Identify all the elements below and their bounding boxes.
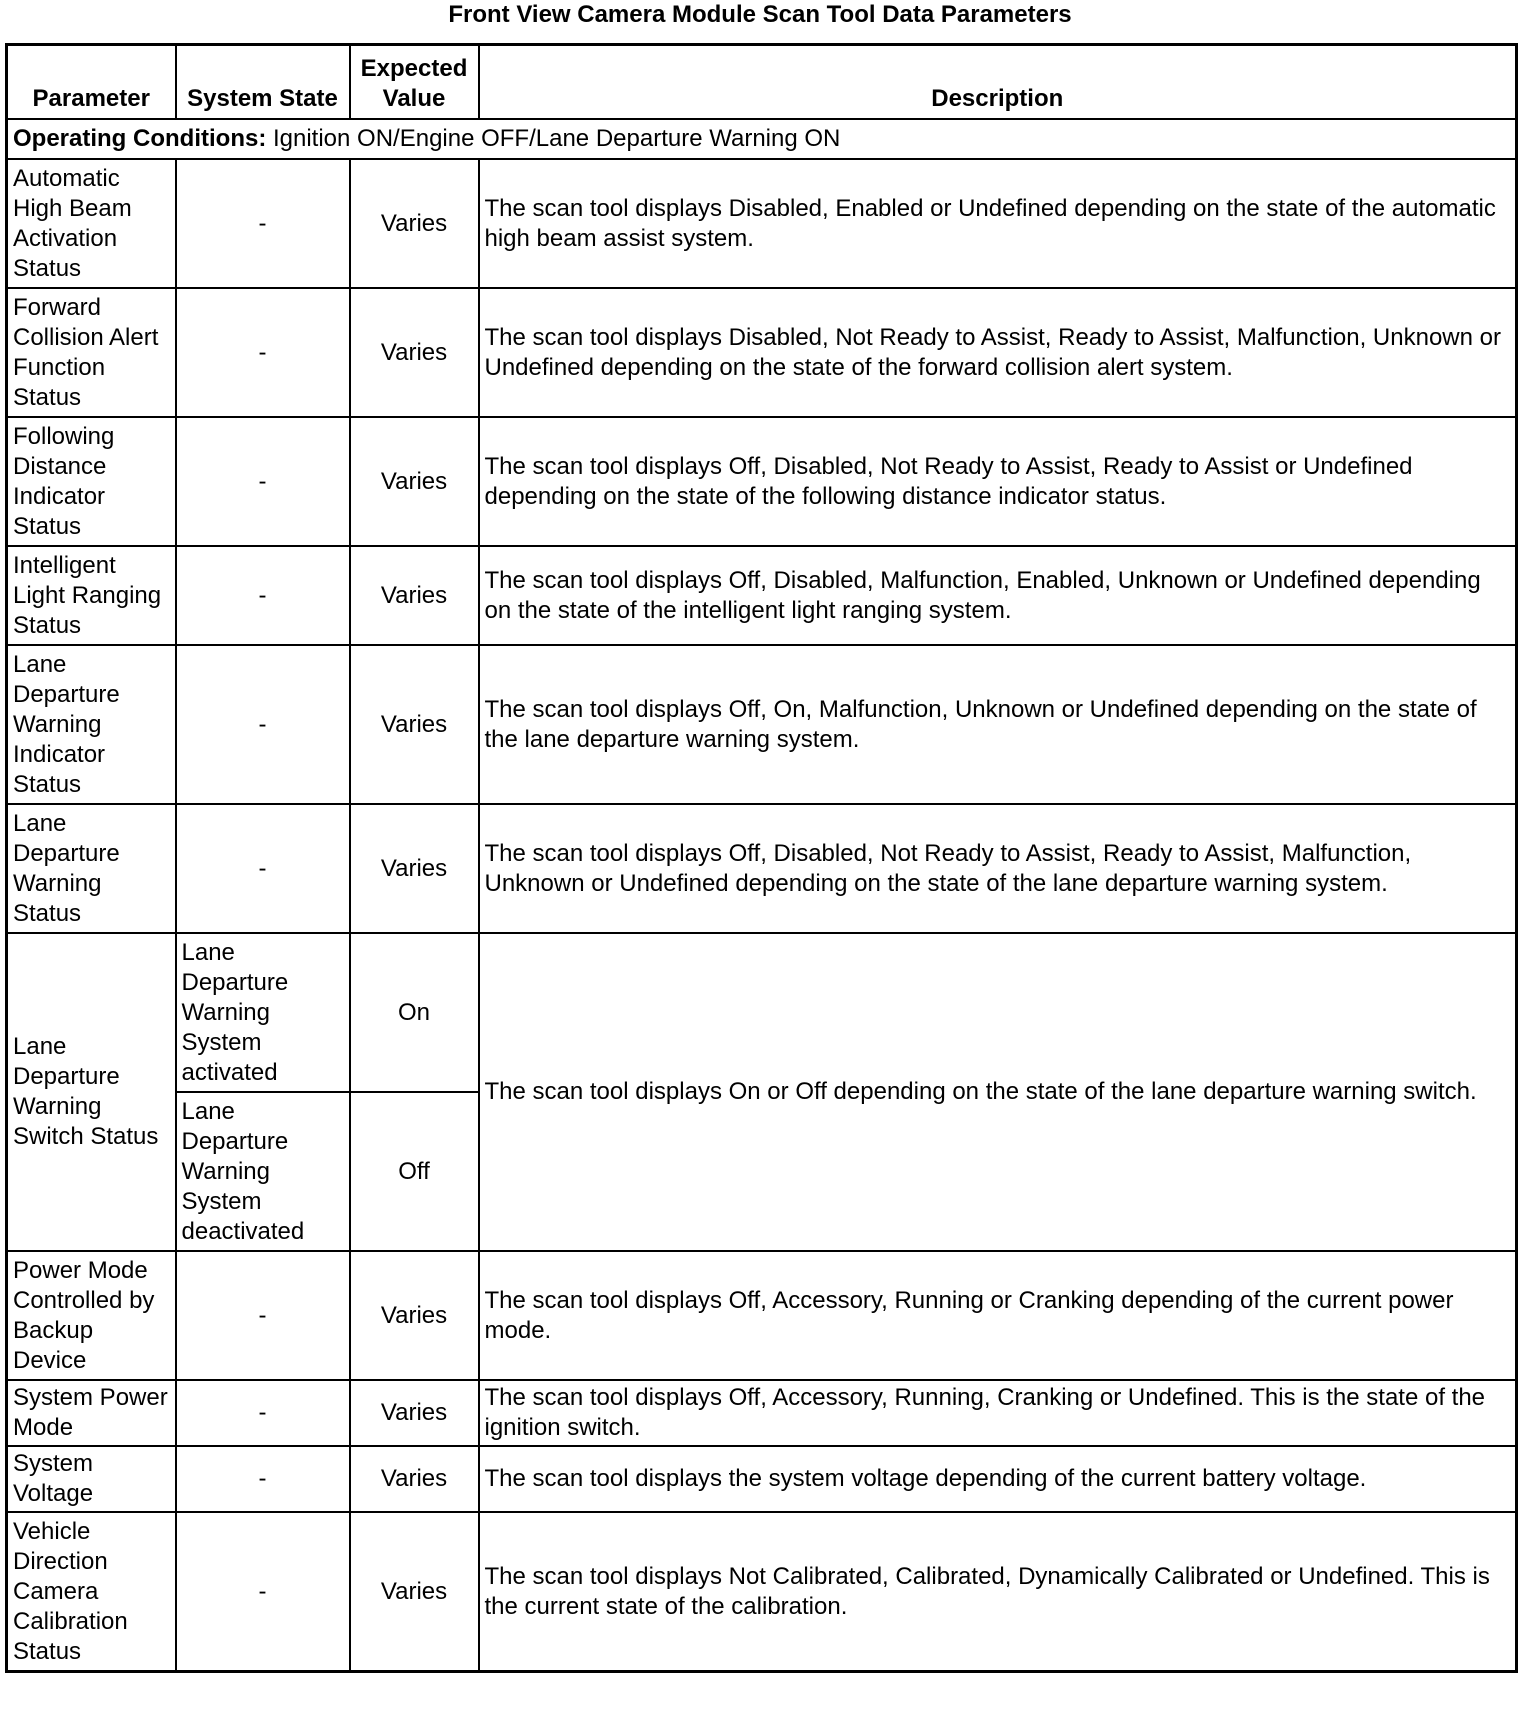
expected-value-cell: Varies bbox=[350, 546, 479, 645]
system-state-cell: - bbox=[176, 288, 350, 417]
table-row bbox=[7, 1380, 1517, 1446]
operating-conditions-value: Ignition ON/Engine OFF/Lane Departure Warning ON bbox=[266, 125, 841, 152]
parameter-cell: Forward Collision Alert Function Status bbox=[7, 288, 176, 417]
header-parameter: Parameter bbox=[7, 45, 176, 120]
system-state-cell: - bbox=[176, 1446, 350, 1512]
expected-value-cell: Varies bbox=[350, 804, 479, 933]
table-row-switch-activated bbox=[7, 933, 1517, 1092]
description-cell: The scan tool displays Off, Disabled, Not Ready to Assist, Ready to Assist or Undefined depending on the state of the following distance indicator status. bbox=[479, 417, 1517, 546]
expected-value-cell: On bbox=[350, 933, 479, 1092]
description-cell: The scan tool displays On or Off depending on the state of the lane departure warning switch. bbox=[479, 933, 1517, 1251]
parameter-cell: Vehicle Direction Camera Calibration Status bbox=[7, 1512, 176, 1672]
description-cell: The scan tool displays Off, Disabled, Not Ready to Assist, Ready to Assist, Malfunction, Unknown or Undefined depending on the state of the lane departure warning system. bbox=[479, 804, 1517, 933]
operating-conditions bbox=[7, 119, 1517, 159]
system-state-cell: - bbox=[176, 1380, 350, 1446]
system-state-cell: - bbox=[176, 1512, 350, 1672]
operating-conditions-row bbox=[7, 119, 1517, 159]
parameter-cell: Following Distance Indicator Status bbox=[7, 417, 176, 546]
table-row bbox=[7, 546, 1517, 645]
expected-value-cell: Varies bbox=[350, 1380, 479, 1446]
table-row bbox=[7, 1512, 1517, 1672]
description-cell: The scan tool displays the system voltage depending of the current battery voltage. bbox=[479, 1446, 1517, 1512]
system-state-cell: - bbox=[176, 645, 350, 804]
expected-value-cell: Varies bbox=[350, 645, 479, 804]
description-cell: The scan tool displays Off, On, Malfunction, Unknown or Undefined depending on the state of the lane departure warning system. bbox=[479, 645, 1517, 804]
expected-value-cell: Varies bbox=[350, 159, 479, 288]
description-cell: The scan tool displays Off, Disabled, Malfunction, Enabled, Unknown or Undefined depending on the state of the intelligent light ranging system. bbox=[479, 546, 1517, 645]
parameter-cell: System Power Mode bbox=[7, 1380, 176, 1446]
parameter-cell: Lane Departure Warning Switch Status bbox=[7, 933, 176, 1251]
parameter-cell: Lane Departure Warning Status bbox=[7, 804, 176, 933]
table-row bbox=[7, 1446, 1517, 1512]
description-cell: The scan tool displays Disabled, Enabled or Undefined depending on the state of the automatic high beam assist system. bbox=[479, 159, 1517, 288]
parameter-cell: Intelligent Light Ranging Status bbox=[7, 546, 176, 645]
system-state-cell: - bbox=[176, 159, 350, 288]
header-system-state: System State bbox=[176, 45, 350, 120]
scan-tool-data-table bbox=[5, 43, 1518, 1673]
table-row bbox=[7, 159, 1517, 288]
table-row bbox=[7, 1251, 1517, 1380]
system-state-cell: Lane Departure Warning System activated bbox=[176, 933, 350, 1092]
parameter-cell: Power Mode Controlled by Backup Device bbox=[7, 1251, 176, 1380]
expected-value-cell: Off bbox=[350, 1092, 479, 1251]
operating-conditions-label: Operating Conditions: bbox=[13, 125, 267, 152]
table-row bbox=[7, 288, 1517, 417]
table-row bbox=[7, 804, 1517, 933]
system-state-cell: - bbox=[176, 417, 350, 546]
table-row bbox=[7, 645, 1517, 804]
expected-value-cell: Varies bbox=[350, 1446, 479, 1512]
system-state-cell: - bbox=[176, 1251, 350, 1380]
system-state-cell: - bbox=[176, 804, 350, 933]
expected-value-cell: Varies bbox=[350, 288, 479, 417]
header-description: Description bbox=[479, 45, 1517, 120]
parameter-cell: System Voltage bbox=[7, 1446, 176, 1512]
description-cell: The scan tool displays Off, Accessory, Running, Cranking or Undefined. This is the state of the ignition switch. bbox=[479, 1380, 1517, 1446]
description-cell: The scan tool displays Not Calibrated, Calibrated, Dynamically Calibrated or Undefined. This is the current state of the calibration. bbox=[479, 1512, 1517, 1672]
page-title: Front View Camera Module Scan Tool Data Parameters bbox=[448, 1, 1072, 28]
expected-value-cell: Varies bbox=[350, 1251, 479, 1380]
system-state-cell: Lane Departure Warning System deactivated bbox=[176, 1092, 350, 1251]
system-state-cell: - bbox=[176, 546, 350, 645]
expected-value-cell: Varies bbox=[350, 417, 479, 546]
expected-value-cell: Varies bbox=[350, 1512, 479, 1672]
table-header-row bbox=[7, 45, 1517, 120]
parameter-cell: Automatic High Beam Activation Status bbox=[7, 159, 176, 288]
parameter-cell: Lane Departure Warning Indicator Status bbox=[7, 645, 176, 804]
description-cell: The scan tool displays Off, Accessory, Running or Cranking depending of the current power mode. bbox=[479, 1251, 1517, 1380]
header-expected-value: Expected Value bbox=[350, 45, 479, 120]
description-cell: The scan tool displays Disabled, Not Ready to Assist, Ready to Assist, Malfunction, Unknown or Undefined depending on the state of the forward collision alert system. bbox=[479, 288, 1517, 417]
table-row bbox=[7, 417, 1517, 546]
